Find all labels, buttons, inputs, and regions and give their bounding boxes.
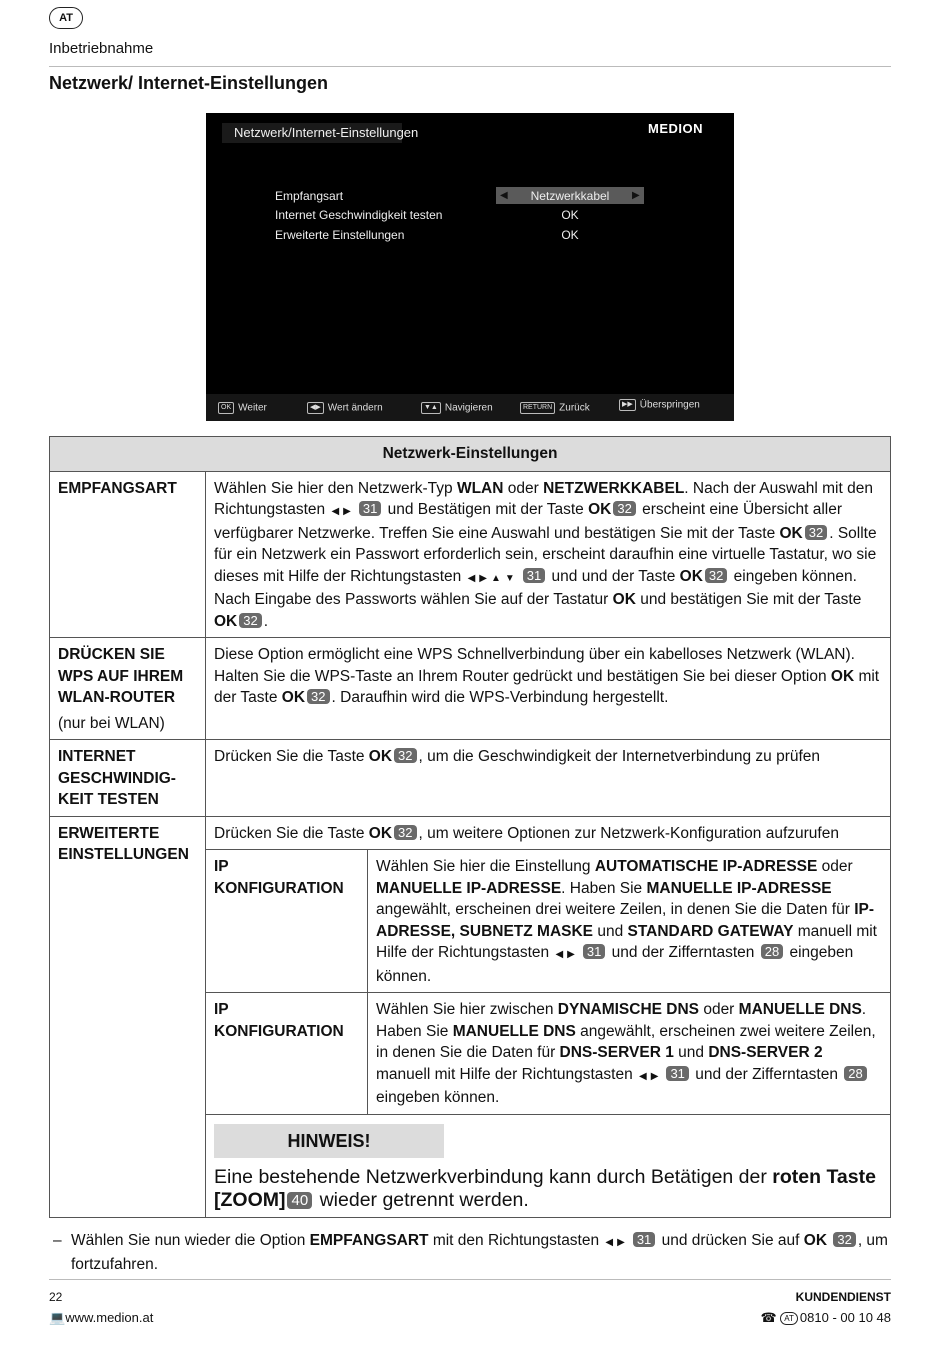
row-key-note: (nur bei WLAN) <box>58 714 165 732</box>
key-number-badge: 32 <box>833 1232 855 1247</box>
network-settings-table <box>49 436 891 1218</box>
phone-icon: ☎ <box>760 1310 777 1325</box>
tv-hint-label: Navigieren <box>444 402 493 414</box>
section-title: Inbetriebnahme <box>49 40 154 57</box>
key-number-badge: 32 <box>394 748 416 763</box>
row-key: ERWEITERTE EINSTELLUNGEN <box>50 816 206 1217</box>
table-row-wps <box>50 638 891 740</box>
subrow-hint <box>206 1114 890 1217</box>
left-right-key-icon: ◀▶ <box>307 402 324 414</box>
key-number-badge: 31 <box>666 1066 688 1081</box>
laptop-icon: 💻 <box>49 1310 66 1325</box>
key-number-badge: 32 <box>307 689 329 704</box>
tv-hint-wert-aendern <box>307 402 383 414</box>
key-number-badge: 32 <box>705 568 727 583</box>
arrow-right-icon[interactable]: ▶ <box>632 190 640 201</box>
table-row-speed-test <box>50 740 891 817</box>
tv-hint-label: Weiter <box>238 402 267 414</box>
instruction-bullet <box>49 1230 891 1275</box>
tv-hint-ueberspringen <box>619 399 700 411</box>
subrow-description: Wählen Sie hier die Einstellung AUTOMATISCHE IP-ADRESSE oder MANUELLE IP-ADRESSE. Haben Sie MANUELLE IP-ADRESSE angewählt, erscheinen drei weitere Zeilen, in denen Sie die Daten für IP-ADRESSE, SUBNETZ MASKE und STANDARD GATEWAY manuell mit Hilfe der Richtungstasten ◀▶ 31 und der Zifferntasten 28 eingeben können. <box>368 850 891 993</box>
skip-key-icon: ▶▶ <box>619 399 636 411</box>
arrow-left-right-icon: ◀▶ <box>639 1070 663 1082</box>
tv-hint-navigieren <box>421 402 493 414</box>
service-label: KUNDENDIENST <box>795 1290 891 1304</box>
subrow-key: IP KONFIGURATION <box>206 850 368 993</box>
arrow-four-way-icon: ◀▶▲▼ <box>467 572 519 584</box>
row-description: Wählen Sie hier den Netzwerk-Typ WLAN oder NETZWERKKABEL. Nach der Auswahl mit den Richtungstasten ◀▶ 31 und Bestätigen mit der Taste OK 32 erscheint eine Übersicht aller verfügbarer Netzwerke. Treffen Sie eine Auswahl und bestätigen Sie mit der Taste OK 32 . Sollte für ein Netzwerk ein Passwort erforderlich sein, erscheint daraufhin eine virtuelle Tastatur, wo sie dieses mit Hilfe der Richtungstasten ◀▶▲▼ 31 und und der Taste OK 32 eingeben können. Nach Eingabe des Passworts wählen Sie auf der Tastatur OK und bestätigen Sie mit der Taste OK 32 . <box>206 471 891 638</box>
ok-key-icon: OK <box>218 402 234 414</box>
tv-hint-label: Zurück <box>559 402 590 414</box>
row-description <box>206 816 891 1217</box>
tv-screen <box>206 113 734 421</box>
page-number: 22 <box>49 1290 63 1304</box>
row-key: EMPFANGSART <box>50 471 206 638</box>
row-description: Diese Option ermöglicht eine WPS Schnellverbindung über ein kabelloses Netzwerk (WLAN). Halten Sie die WPS-Taste an Ihrem Router gedrückt und bestätigen Sie bei dieser Option OK mit der Taste OK 32 . Daraufhin wird die WPS-Verbindung hergestellt. <box>206 638 891 740</box>
tv-menu-item-advanced[interactable]: Erweiterte Einstellungen <box>275 228 405 242</box>
key-number-badge: 28 <box>761 944 783 959</box>
table-row-advanced <box>50 816 891 1217</box>
bullet-dash: – <box>53 1232 62 1249</box>
tv-menu-title: Netzwerk/Internet-Einstellungen <box>234 125 419 140</box>
key-number-badge: 32 <box>239 613 261 628</box>
arrow-left-right-icon: ◀▶ <box>605 1237 629 1248</box>
tv-menu-value: Netzwerkkabel <box>530 189 610 203</box>
arrow-left-right-icon: ◀▶ <box>555 949 579 960</box>
hint-title: HINWEIS! <box>214 1124 444 1158</box>
country-badge: AT <box>49 7 83 29</box>
subrow-description: Wählen Sie hier zwischen DYNAMISCHE DNS oder MANUELLE DNS. Haben Sie MANUELLE DNS angewählt, erscheinen zwei weitere Zeilen, in denen Sie die Daten für DNS-SERVER 1 und DNS-SERVER 2 manuell mit Hilfe der Richtungstasten ◀▶ 31 und der Zifferntasten 28 eingeben können. <box>368 993 891 1115</box>
bullet-text: Wählen Sie nun wieder die Option EMPFANGSART mit den Richtungstasten ◀▶ 31 und drücken Sie auf OK 32 , um fortzufahren. <box>71 1232 888 1273</box>
key-number-badge: 32 <box>394 825 416 840</box>
key-number-badge: 31 <box>583 944 605 959</box>
phone-number: ☎ AT 0810 - 00 10 48 <box>760 1310 891 1325</box>
key-number-badge: 28 <box>844 1066 866 1081</box>
key-number-badge: 40 <box>287 1192 312 1209</box>
tv-menu-item-empfangsart[interactable]: Empfangsart <box>275 189 344 203</box>
key-number-badge: 31 <box>523 568 545 583</box>
medion-logo: MEDION <box>648 121 703 136</box>
row-key: INTERNET GESCHWINDIG-KEIT TESTEN <box>50 740 206 817</box>
website-link[interactable]: 💻www.medion.at <box>49 1310 154 1325</box>
return-key-icon: RETURN <box>520 402 555 414</box>
tv-hint-zurueck <box>520 402 590 414</box>
row-key: DRÜCKEN SIE WPS AUF IHREM WLAN-ROUTER (nur bei WLAN) <box>50 638 206 740</box>
key-number-badge: 31 <box>633 1232 655 1247</box>
tv-hint-weiter <box>218 402 267 414</box>
key-number-badge: 31 <box>359 501 381 516</box>
up-down-key-icon: ▼▲ <box>421 402 441 414</box>
tv-menu-item-speed-test[interactable]: Internet Geschwindigkeit testen <box>275 208 443 222</box>
tv-hint-label: Wert ändern <box>327 402 383 414</box>
advanced-subtable <box>206 817 890 1217</box>
table-row-empfangsart <box>50 471 891 638</box>
subrow-key: IP KONFIGURATION <box>206 993 368 1115</box>
tv-hint-label: Überspringen <box>639 399 700 411</box>
hint-text: Eine bestehende Netzwerkverbindung kann durch Betätigen der roten Taste [ZOOM] 40 wieder getrennt werden. <box>214 1165 876 1211</box>
country-mini-badge: AT <box>780 1312 798 1325</box>
subrow-dns-config <box>206 993 890 1115</box>
hint-block <box>206 1114 890 1217</box>
arrow-left-icon[interactable]: ◀ <box>500 190 508 201</box>
footer-divider <box>49 1279 891 1280</box>
page-title: Netzwerk/ Internet-Einstellungen <box>49 73 329 93</box>
tv-menu-value: OK <box>561 228 579 242</box>
tv-menu-value: OK <box>561 208 579 222</box>
table-header: Netzwerk-Einstellungen <box>50 437 891 472</box>
arrow-left-right-icon: ◀▶ <box>331 506 355 517</box>
row-description: Drücken Sie die Taste OK 32 , um die Geschwindigkeit der Internetverbindung zu prüfen <box>206 740 891 817</box>
key-number-badge: 32 <box>613 501 635 516</box>
header-divider <box>49 66 891 67</box>
key-number-badge: 32 <box>805 525 827 540</box>
subrow-ip-config <box>206 850 890 993</box>
advanced-intro: Drücken Sie die Taste OK 32 , um weitere Optionen zur Netzwerk-Konfiguration aufzurufen <box>206 817 890 850</box>
